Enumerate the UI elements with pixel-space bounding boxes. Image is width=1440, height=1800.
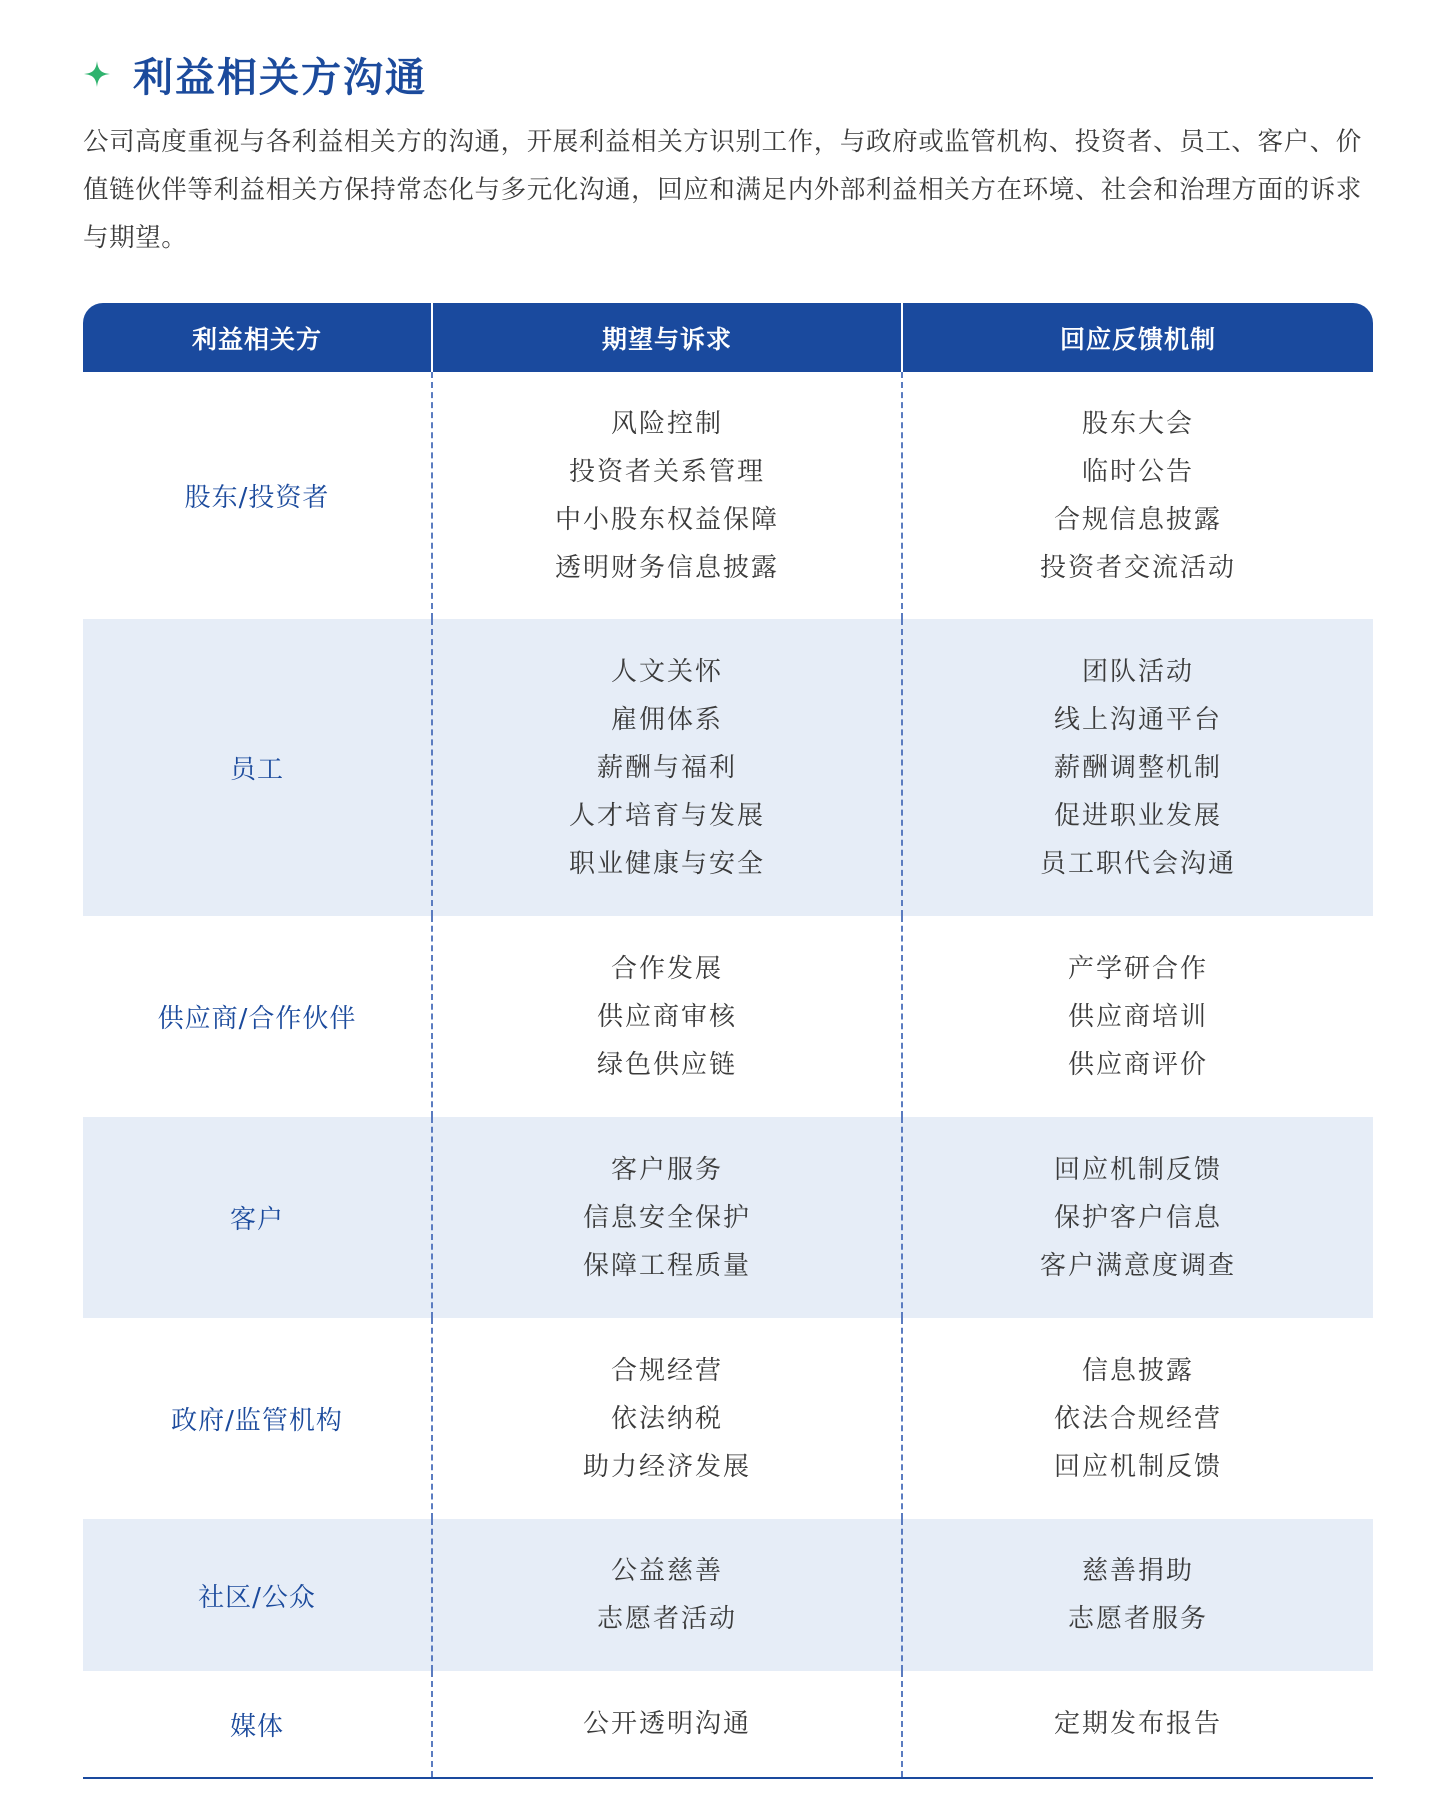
list-item: 临时公告 xyxy=(1081,456,1194,487)
list-item: 信息披露 xyxy=(1081,1355,1194,1386)
table-header xyxy=(83,303,1373,372)
table-row xyxy=(83,1519,1373,1671)
stakeholder-cell: 政府/监管机构 xyxy=(83,1318,433,1519)
responses-cell xyxy=(903,1117,1373,1318)
table-row xyxy=(83,916,1373,1117)
responses-cell xyxy=(903,1519,1373,1671)
expectations-cell xyxy=(433,619,903,916)
list-item: 薪酬调整机制 xyxy=(1053,752,1222,783)
stakeholder-table xyxy=(83,303,1373,1779)
list-item: 促进职业发展 xyxy=(1053,800,1222,831)
list-item: 团队活动 xyxy=(1081,656,1194,687)
list-item: 依法合规经营 xyxy=(1053,1403,1222,1434)
list-item: 中小股东权益保障 xyxy=(554,504,779,535)
list-item: 绿色供应链 xyxy=(596,1049,737,1080)
stakeholder-cell: 员工 xyxy=(83,619,433,916)
expectations-cell xyxy=(433,1519,903,1671)
list-item: 股东大会 xyxy=(1081,408,1194,439)
list-item: 信息安全保护 xyxy=(582,1202,751,1233)
list-item: 职业健康与安全 xyxy=(568,848,765,879)
expectations-cell xyxy=(433,916,903,1117)
list-item: 保障工程质量 xyxy=(582,1250,751,1281)
responses-cell xyxy=(903,619,1373,916)
list-item: 客户满意度调查 xyxy=(1039,1250,1236,1281)
list-item: 供应商评价 xyxy=(1067,1049,1208,1080)
list-item: 客户服务 xyxy=(610,1154,723,1185)
list-item: 助力经济发展 xyxy=(582,1451,751,1482)
list-item: 保护客户信息 xyxy=(1053,1202,1222,1233)
stakeholder-cell: 供应商/合作伙伴 xyxy=(83,916,433,1117)
list-item: 雇佣体系 xyxy=(610,704,723,735)
table-row xyxy=(83,1117,1373,1318)
list-item: 投资者关系管理 xyxy=(568,456,765,487)
sparkle-icon xyxy=(83,60,111,88)
section-header xyxy=(83,44,427,104)
expectations-cell xyxy=(433,1671,903,1777)
table-row xyxy=(83,1671,1373,1777)
table-row xyxy=(83,1318,1373,1519)
responses-cell xyxy=(903,372,1373,619)
list-item: 员工职代会沟通 xyxy=(1039,848,1236,879)
list-item: 供应商审核 xyxy=(596,1001,737,1032)
list-item: 公益慈善 xyxy=(610,1556,723,1586)
list-item: 透明财务信息披露 xyxy=(554,552,779,583)
header-responses: 回应反馈机制 xyxy=(1059,324,1216,354)
list-item: 线上沟通平台 xyxy=(1053,704,1222,735)
stakeholder-cell: 社区/公众 xyxy=(83,1519,433,1671)
list-item: 公开透明沟通 xyxy=(582,1709,751,1739)
list-item: 定期发布报告 xyxy=(1053,1709,1222,1739)
header-expectations: 期望与诉求 xyxy=(433,303,903,372)
list-item: 志愿者服务 xyxy=(1067,1604,1208,1634)
responses-cell xyxy=(903,1671,1373,1777)
expectations-cell xyxy=(433,372,903,619)
stakeholder-cell: 客户 xyxy=(83,1117,433,1318)
table-body xyxy=(83,372,1373,1777)
list-item: 风险控制 xyxy=(610,408,723,439)
table-row xyxy=(83,372,1373,619)
intro-paragraph: 公司高度重视与各利益相关方的沟通，开展利益相关方识别工作，与政府或监管机构、投资者、员工、客户、价值链伙伴等利益相关方保持常态化与多元化沟通，回应和满足内外部利益相关方在环境、社会和治理方面的诉求与期望。 xyxy=(83,127,1362,253)
list-item: 慈善捐助 xyxy=(1081,1556,1194,1586)
list-item: 投资者交流活动 xyxy=(1039,552,1236,583)
responses-cell xyxy=(903,916,1373,1117)
expectations-cell xyxy=(433,1318,903,1519)
stakeholder-cell: 股东/投资者 xyxy=(83,372,433,619)
expectations-cell xyxy=(433,1117,903,1318)
table-bottom-rule xyxy=(83,1777,1373,1779)
list-item: 回应机制反馈 xyxy=(1053,1451,1222,1482)
list-item: 回应机制反馈 xyxy=(1053,1154,1222,1185)
list-item: 志愿者活动 xyxy=(596,1604,737,1634)
section-title: 利益相关方沟通 xyxy=(133,54,427,101)
header-stakeholder: 利益相关方 xyxy=(83,303,433,372)
list-item: 合规经营 xyxy=(610,1355,723,1386)
list-item: 供应商培训 xyxy=(1067,1001,1208,1032)
list-item: 合作发展 xyxy=(610,953,723,984)
list-item: 人才培育与发展 xyxy=(568,800,765,831)
list-item: 合规信息披露 xyxy=(1053,504,1222,535)
responses-cell xyxy=(903,1318,1373,1519)
list-item: 依法纳税 xyxy=(610,1403,723,1434)
table-row xyxy=(83,619,1373,916)
list-item: 薪酬与福利 xyxy=(596,752,737,783)
list-item: 人文关怀 xyxy=(610,656,723,687)
list-item: 产学研合作 xyxy=(1067,953,1208,984)
stakeholder-cell: 媒体 xyxy=(83,1671,433,1777)
